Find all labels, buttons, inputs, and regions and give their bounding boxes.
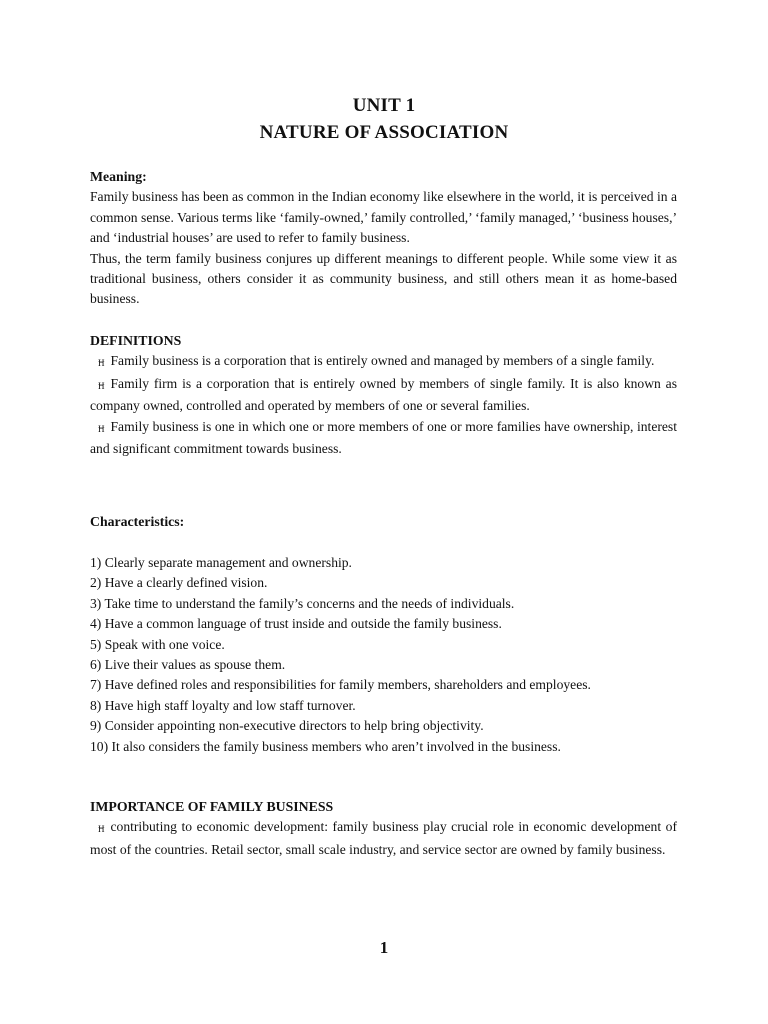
list-item: 10) It also considers the family business members who aren’t involved in the business. bbox=[90, 738, 561, 754]
page-number: 1 bbox=[379, 938, 389, 957]
importance-item bbox=[90, 817, 677, 860]
definitions-heading: DEFINITIONS bbox=[90, 333, 182, 348]
bullet-icon: Ħ bbox=[98, 358, 105, 369]
list-item: 3) Take time to understand the family’s concerns and the needs of individuals. bbox=[90, 595, 515, 611]
list-item: 5) Speak with one voice. bbox=[90, 636, 225, 652]
meaning-section bbox=[90, 167, 677, 310]
page-title: NATURE OF ASSOCIATION bbox=[259, 122, 509, 143]
list-item: 1) Clearly separate management and ownership. bbox=[90, 555, 352, 570]
list-item: 7) Have defined roles and responsibilities for family members, shareholders and employees. bbox=[90, 677, 591, 693]
definition-item bbox=[90, 351, 677, 373]
list-item: 8) Have high staff loyalty and low staff turnover. bbox=[90, 697, 356, 713]
definition-text: Family business is one in which one or more members of one or more families have ownership, interest and significant commitment towards business. bbox=[90, 418, 677, 457]
meaning-paragraph: Thus, the term family business conjures up different meanings to different people. While some view it as traditional business, others consider it as community business, and still others mean it as home-based business. bbox=[90, 250, 677, 307]
importance-heading: IMPORTANCE OF FAMILY BUSINESS bbox=[90, 799, 334, 814]
definition-text: Family firm is a corporation that is entirely owned by members of single family. It is also known as company owned, controlled and operated by members of one or several families. bbox=[90, 375, 677, 414]
meaning-heading: Meaning: bbox=[90, 169, 147, 184]
bullet-icon: Ħ bbox=[98, 824, 105, 835]
characteristics-list bbox=[90, 553, 677, 757]
characteristics-heading-block bbox=[90, 512, 677, 532]
characteristics-heading: Characteristics: bbox=[90, 514, 185, 529]
unit-heading: UNIT 1 bbox=[352, 95, 416, 116]
list-item: 9) Consider appointing non-executive directors to help bring objectivity. bbox=[90, 718, 484, 734]
definitions-section bbox=[90, 331, 677, 459]
list-item: 2) Have a clearly defined vision. bbox=[90, 575, 268, 591]
definition-text: Family business is a corporation that is entirely owned and managed by members of a single family. bbox=[110, 353, 655, 369]
list-item: 6) Live their values as spouse them. bbox=[90, 657, 286, 673]
bullet-icon: Ħ bbox=[98, 380, 105, 391]
importance-text: contributing to economic development: family business play crucial role in economic development of most of the countries. Retail sector, small scale industry, and service sector are owned by family business. bbox=[90, 819, 677, 857]
importance-section bbox=[90, 797, 677, 860]
definition-item bbox=[90, 417, 677, 460]
bullet-icon: Ħ bbox=[98, 423, 105, 434]
list-item: 4) Have a common language of trust inside and outside the family business. bbox=[90, 616, 502, 632]
definition-item bbox=[90, 374, 677, 417]
meaning-paragraph: Family business has been as common in the Indian economy like elsewhere in the world, it is perceived in a common sense. Various terms like ‘family-owned,’ family controlled,’ ‘family managed,’ ‘business houses,’ and ‘industrial houses’ are used to refer to family business. bbox=[90, 189, 677, 246]
